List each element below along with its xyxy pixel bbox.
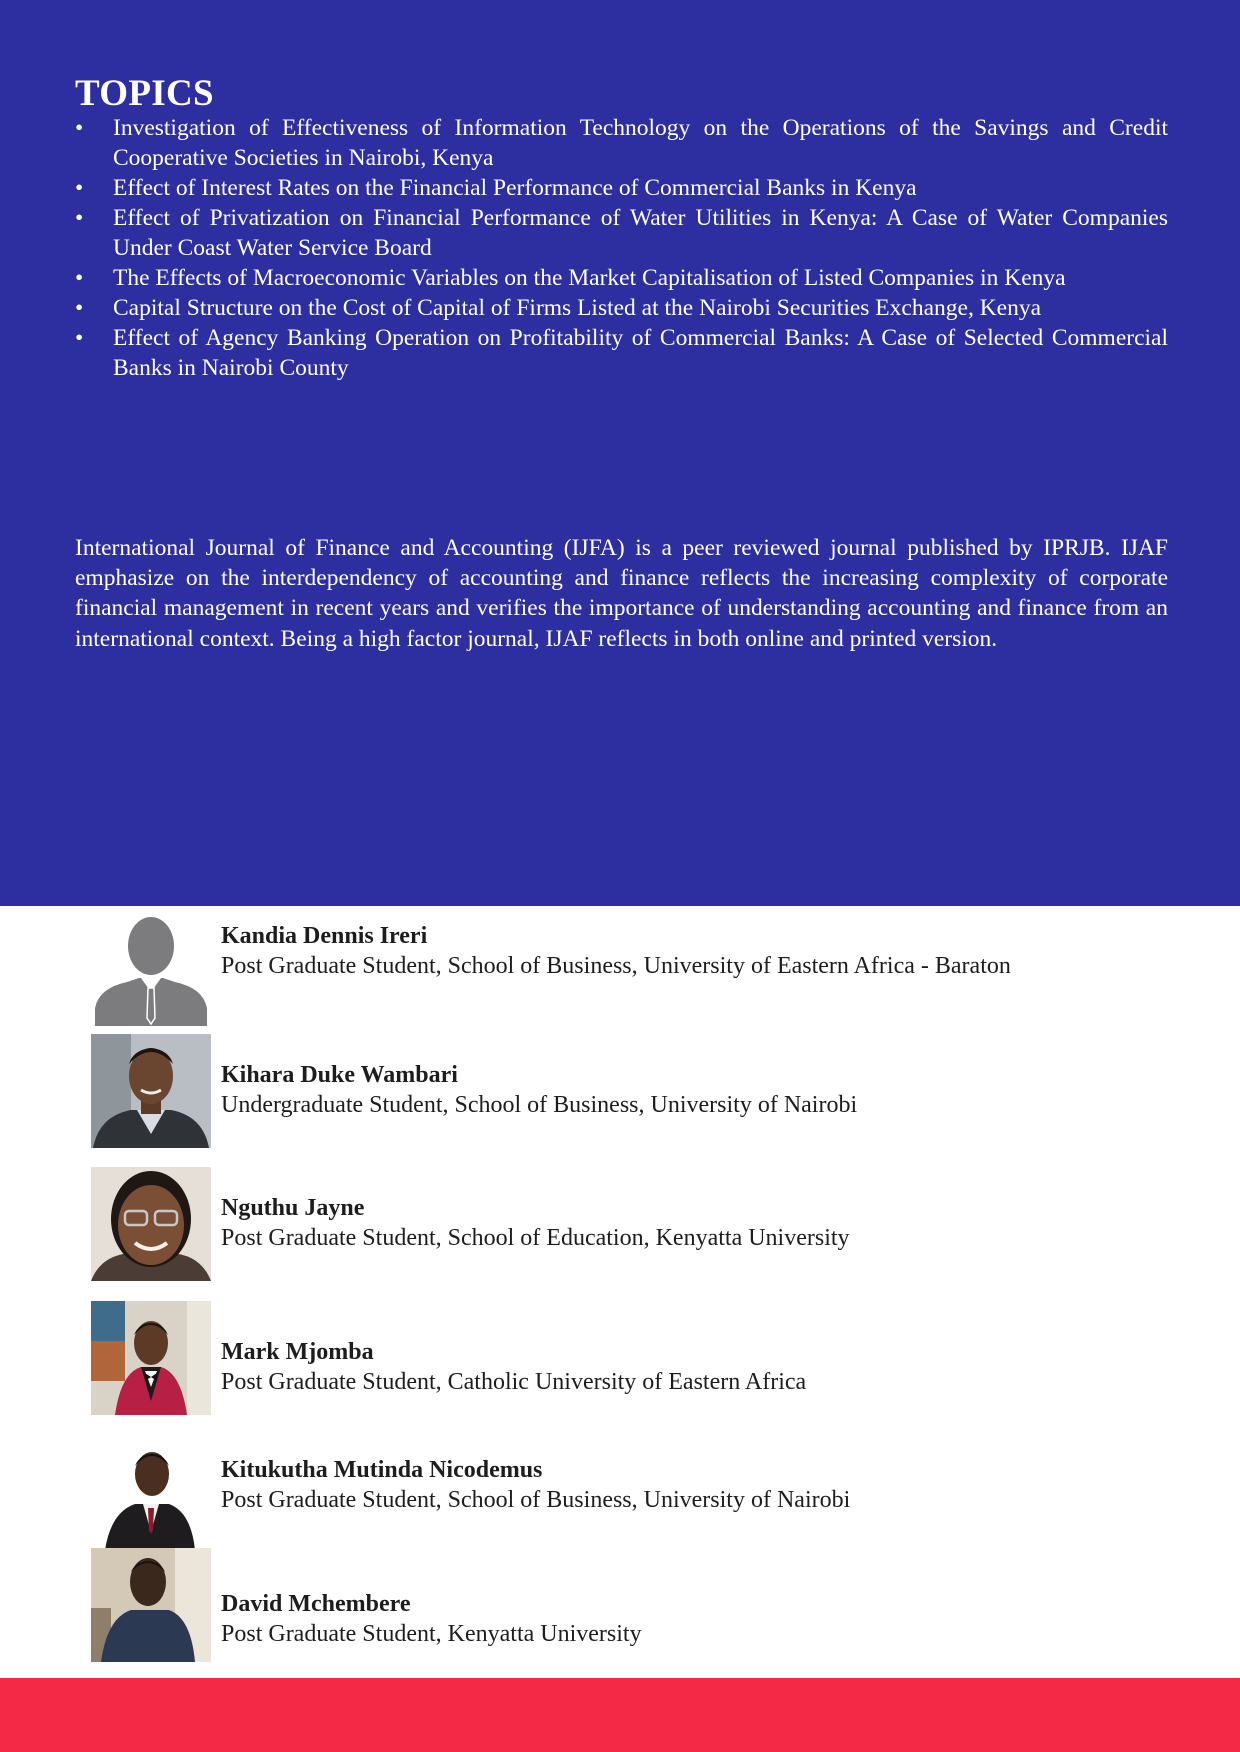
author-affiliation: Post Graduate Student, School of Education, Kenyatta University xyxy=(221,1225,850,1251)
portrait-image xyxy=(91,1167,211,1281)
author-affiliation: Post Graduate Student, Catholic University of Eastern Africa xyxy=(221,1369,807,1395)
person-silhouette-icon xyxy=(91,912,211,1026)
author-affiliation: Undergraduate Student, School of Business, University of Nairobi xyxy=(221,1092,858,1118)
author-photo-placeholder xyxy=(91,912,211,1026)
author-name: David Mchembere xyxy=(221,1591,411,1617)
author-entry xyxy=(91,1548,1191,1664)
author-affiliation: Post Graduate Student, School of Business, University of Nairobi xyxy=(221,1487,851,1513)
author-photo xyxy=(91,1548,211,1662)
author-entry xyxy=(91,1301,1191,1417)
author-photo xyxy=(91,1167,211,1281)
topic-item: • The Effects of Macroeconomic Variables on the Market Capitalisation of Listed Companies in Kenya xyxy=(75,263,1168,293)
author-entry xyxy=(91,1436,1191,1552)
topic-item: • Investigation of Effectiveness of Information Technology on the Operations of the Savings and Credit Cooperative Societies in Nairobi, Kenya xyxy=(75,113,1168,173)
author-entry xyxy=(91,912,1191,1028)
author-entry xyxy=(91,1167,1191,1283)
portrait-image xyxy=(91,1301,211,1415)
topic-item: • Effect of Agency Banking Operation on Profitability of Commercial Banks: A Case of Selected Commercial Banks in Nairobi County xyxy=(75,323,1168,383)
portrait-image xyxy=(91,1548,211,1662)
author-name: Kandia Dennis Ireri xyxy=(221,923,428,949)
author-name: Nguthu Jayne xyxy=(221,1195,365,1221)
journal-description: International Journal of Finance and Accounting (IJFA) is a peer reviewed journal published by IPRJB. IJAF emphasize on the interdependency of accounting and finance reflects the increasing complexity of corporate financial management in recent years and verifies the importance of understanding accounting and finance from an international context. Being a high factor journal, IJAF reflects in both online and printed version. xyxy=(75,535,1168,652)
author-photo xyxy=(91,1034,211,1148)
topic-item: • Effect of Privatization on Financial Performance of Water Utilities in Kenya: A Case of Water Companies Under Coast Water Service Board xyxy=(75,203,1168,263)
topic-item: • Effect of Interest Rates on the Financial Performance of Commercial Banks in Kenya xyxy=(75,173,1168,203)
author-entry xyxy=(91,1034,1191,1150)
topics-heading: TOPICS xyxy=(75,73,214,114)
author-affiliation: Post Graduate Student, School of Business, University of Eastern Africa - Baraton xyxy=(221,953,1011,979)
topic-item: • Capital Structure on the Cost of Capital of Firms Listed at the Nairobi Securities Exchange, Kenya xyxy=(75,293,1168,323)
author-photo xyxy=(91,1436,211,1550)
topics-list xyxy=(75,113,1168,383)
author-name: Kitukutha Mutinda Nicodemus xyxy=(221,1457,543,1483)
author-name: Kihara Duke Wambari xyxy=(221,1062,458,1088)
portrait-image xyxy=(91,1436,211,1550)
author-photo xyxy=(91,1301,211,1415)
portrait-image xyxy=(91,1034,211,1148)
footer-bar xyxy=(0,1678,1240,1752)
author-name: Mark Mjomba xyxy=(221,1339,374,1365)
author-affiliation: Post Graduate Student, Kenyatta University xyxy=(221,1621,642,1647)
